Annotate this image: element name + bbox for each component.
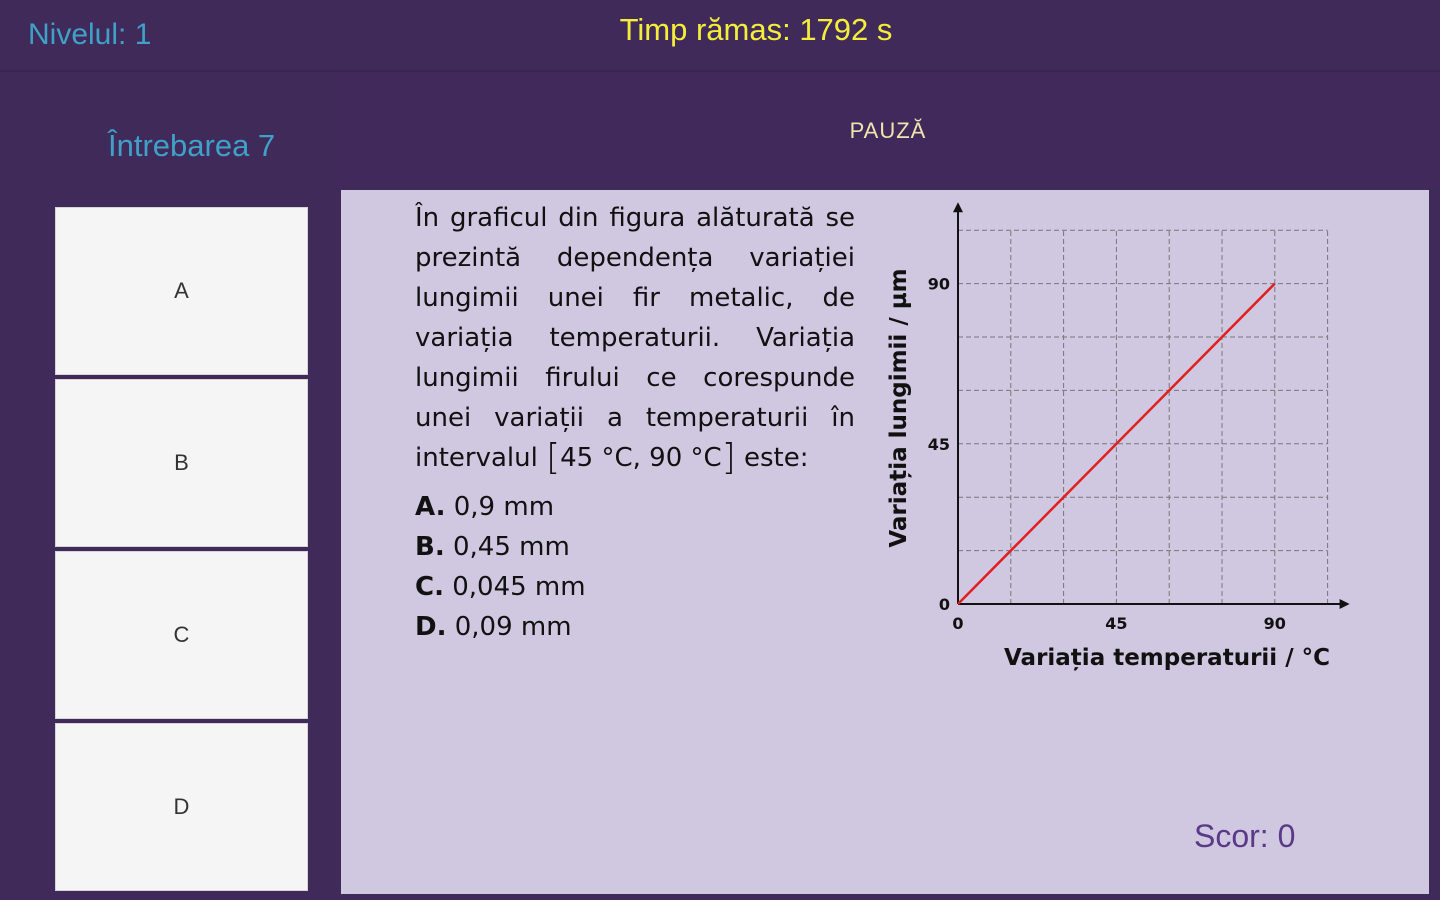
option-c: C. 0,045 mm [415, 572, 586, 602]
question-interval: 45 °C, 90 °C [560, 443, 722, 473]
option-a: A. 0,9 mm [415, 492, 555, 522]
pause-button[interactable]: PAUZĂ [336, 74, 1440, 188]
x-tick-label: 0 [952, 614, 964, 633]
question-panel [341, 190, 1429, 894]
chart [341, 190, 1429, 894]
interval-open-bracket: [ [546, 437, 561, 478]
option-b: B. 0,45 mm [415, 532, 570, 562]
x-axis-label: Variația temperaturii / °C [1004, 645, 1330, 671]
y-tick-label: 45 [927, 434, 950, 454]
question-body: În graficul din figura alăturată se prezintă dependența variației lungimii unei fir metalic, de variația temperaturii. Variația lungimii firului ce corespunde unei variații a temperaturii în intervalul [415, 203, 855, 473]
y-tick-label: 90 [927, 274, 950, 294]
score: Scor: 0 [1194, 818, 1296, 854]
answer-button-b[interactable]: B [55, 379, 308, 547]
answer-button-d[interactable]: D [55, 723, 308, 891]
answer-button-c[interactable]: C [55, 551, 308, 719]
level-indicator: Nivelul: 1 [28, 18, 152, 51]
x-axis-arrow [1340, 599, 1350, 609]
y-axis-label: Variația lungimii / µm [886, 268, 912, 548]
x-tick-label: 45 [1105, 614, 1128, 633]
y-axis-arrow [953, 202, 963, 212]
x-tick-label: 90 [1263, 614, 1286, 633]
option-d: D. 0,09 mm [415, 612, 572, 642]
answer-button-a[interactable]: A [55, 207, 308, 375]
header-divider [0, 70, 1440, 72]
question-end: este: [744, 443, 809, 473]
interval-close-bracket: ] [721, 437, 736, 478]
y-tick-label: 0 [938, 595, 950, 614]
question-number: Întrebarea 7 [108, 128, 276, 163]
time-remaining: Timp rămas: 1792 s [619, 12, 893, 47]
